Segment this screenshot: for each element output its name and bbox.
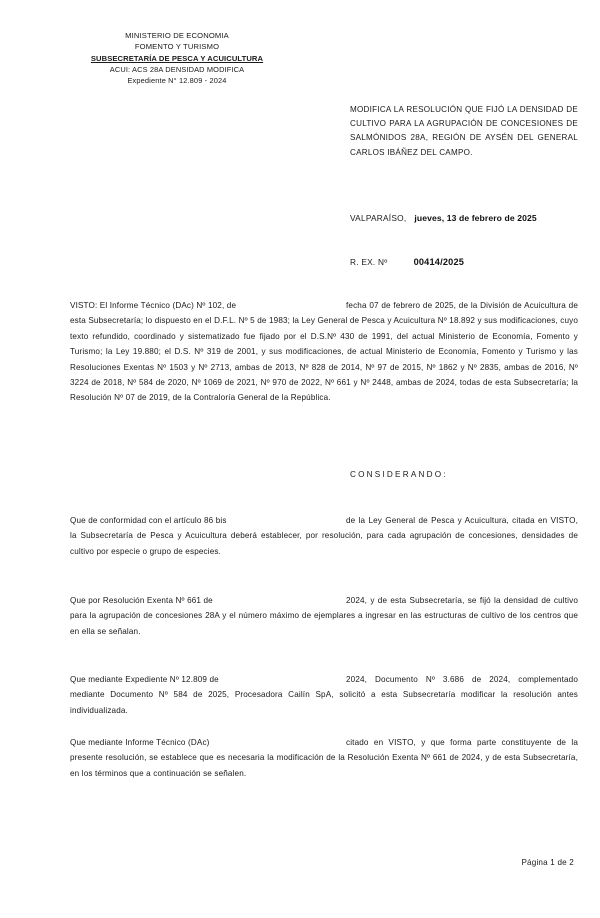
file-code-line: ACUI: ACS 28A DENSIDAD MODIFICA: [109, 64, 245, 74]
visto-text: fecha 07 de febrero de 2025, de la División de Acuicultura de esta Subsecretaría; lo dispuesto en el D.F.L. Nº 5 de 1983; la Ley General de Pesca y Acuicultura Nº 18.892 y sus modificaciones, cuyo texto refundido, coordinado y sistematizado fue fijado por el D.S.Nº 430 de 1991, del actual Ministerio de Economía, Fomento y Turismo; la Ley 19.880; el D.S. Nº 319 de 2001, y sus modificaciones, de actual Ministerio de Economía, Fomento y Turismo y las Resoluciones Exentas Nº 1503 y Nº 2713, ambas de 2013, Nº 828 de 2014, Nº 97 de 2015, Nº 1862 y Nº 2835, ambas de 2016, Nº 3224 de 2018, Nº 584 de 2020, Nº 1069 de 2021, Nº 970 de 2022, Nº 661 y Nº 2448, ambas de 2024, todas de esta Subsecretaría; la Resolución Nº 07 de 2019, de la Contraloría General de la República.: [70, 301, 578, 403]
considerando-paragraph-1: [70, 513, 578, 559]
issue-date: jueves, 13 de febrero de 2025: [414, 213, 537, 223]
city-label: VALPARAÍSO,: [350, 213, 407, 223]
considerando-4-lead: Que mediante Informe Técnico (DAc): [70, 738, 210, 747]
considerando-1-text: de la Ley General de Pesca y Acuicultura, citada en VISTO, la Subsecretaría de Pesca y Acuicultura deberá establecer, por resolución, para cada agrupación de concesiones, densidades de cultivo por especie o grupo de especies.: [70, 516, 578, 556]
considerando-paragraph-3: [70, 672, 578, 718]
page-footer: Página 1 de 2: [521, 858, 574, 867]
considerando-paragraph-4: [70, 735, 578, 781]
subject-block: MODIFICA LA RESOLUCIÓN QUE FIJÓ LA DENSIDAD DE CULTIVO PARA LA AGRUPACIÓN DE CONCESIONES DE SALMÓNIDOS 28A, REGIÓN DE AYSÉN DEL GENERAL CARLOS IBÁÑEZ DEL CAMPO.: [350, 105, 578, 157]
considerando-paragraph-2: [70, 593, 578, 639]
considerando-2-text: 2024, y de esta Subsecretaría, se fijó la densidad de cultivo para la agrupación de concesiones 28A y el número máximo de ejemplares a ingresar en las estructuras de cultivo de los centros que en ella se señalan.: [70, 596, 578, 636]
visto-paragraph: [70, 298, 578, 406]
ministry-line-2: FOMENTO Y TURISMO: [134, 42, 220, 52]
ministry-line-1: MINISTERIO DE ECONOMIA: [125, 31, 229, 40]
considerando-3-text: 2024, Documento Nº 3.686 de 2024, complementado mediante Documento Nº 584 de 2025, Procesadora Cailín SpA, solicitó a esta Subsecretaría modificar la resolución antes individualizada.: [70, 675, 578, 715]
resolution-number: 00414/2025: [413, 257, 465, 267]
visto-lead: VISTO: El Informe Técnico (DAc) Nº 102, de: [70, 301, 237, 310]
considerando-4-text: citado en VISTO, y que forma parte constituyente de la presente resolución, se establece que es necesaria la modificación de la Resolución Exenta Nº 661 de 2024, y de esta Subsecretaría, en los términos que a continuación se señalen.: [70, 738, 578, 778]
expediente-line: Expediente N° 12.809 - 2024: [127, 76, 227, 86]
resolution-label: R. EX. Nº: [350, 257, 388, 267]
letterhead: [52, 30, 302, 86]
considerando-2-lead: Que por Resolución Exenta Nº 661 de: [70, 596, 213, 605]
resolution-number-line: [350, 257, 464, 267]
considerando-heading: CONSIDERANDO:: [350, 470, 448, 479]
considerando-3-lead: Que mediante Expediente Nº 12.809 de: [70, 675, 219, 684]
place-date-line: [350, 213, 537, 223]
considerando-1-lead: Que de conformidad con el artículo 86 bis: [70, 516, 227, 525]
subsecretary-line: SUBSECRETARÍA DE PESCA Y ACUICULTURA: [90, 53, 264, 63]
